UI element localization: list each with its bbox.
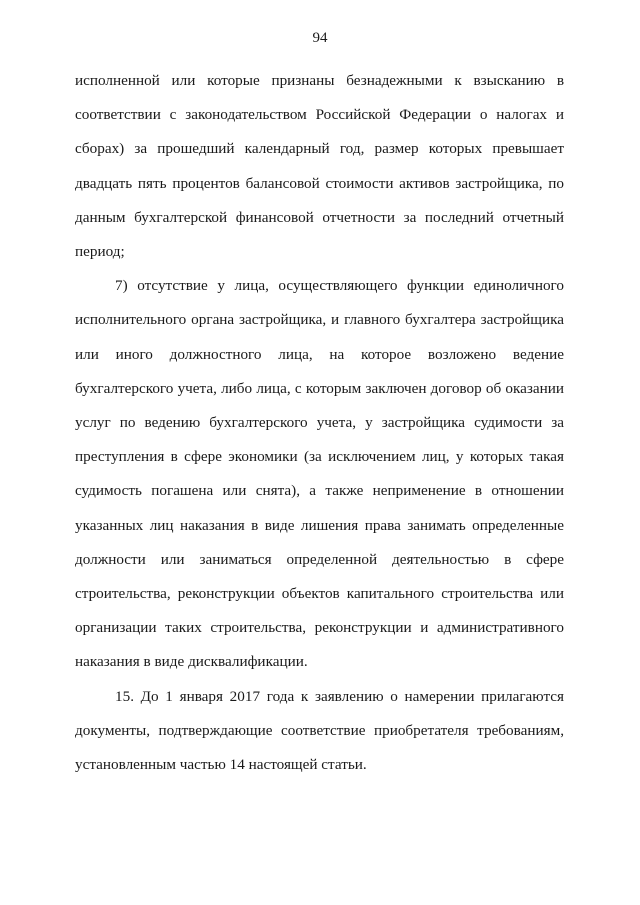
document-body — [75, 64, 564, 782]
page-number: 94 — [312, 30, 328, 46]
paragraph-continuation: исполненной или которые признаны безнадежными к взысканию в соответствии с законодательством Российской Федерации о налогах и сборах) за прошедший календарный год, размер которых превышает двадцать пять процентов балансовой стоимости активов застройщика, по данным бухгалтерской финансовой отчетности за последний отчетный период; — [75, 72, 564, 261]
paragraph-item-7: 7) отсутствие у лица, осуществляющего функции единоличного исполнительного органа застройщика, и главного бухгалтера застройщика или иного должностного лица, на которое возложено ведение бухгалтерского учета, либо лица, с которым заключен договор об оказании услуг по ведению бухгалтерского учета, у застройщика судимости за преступления в сфере экономики (за исключением лиц, у которых такая судимость погашена или снята), а также неприменение в отношении указанных лиц наказания в виде лишения права занимать определенные должности или заниматься определенной деятельностью в сфере строительства, реконструкции объектов капитального строительства или организации таких строительства, реконструкции и административного наказания в виде дисквалификации. — [75, 277, 564, 671]
paragraph-clause-15: 15. До 1 января 2017 года к заявлению о намерении прилагаются документы, подтверждающие соответствие приобретателя требованиям, установленным частью 14 настоящей статьи. — [75, 687, 564, 774]
